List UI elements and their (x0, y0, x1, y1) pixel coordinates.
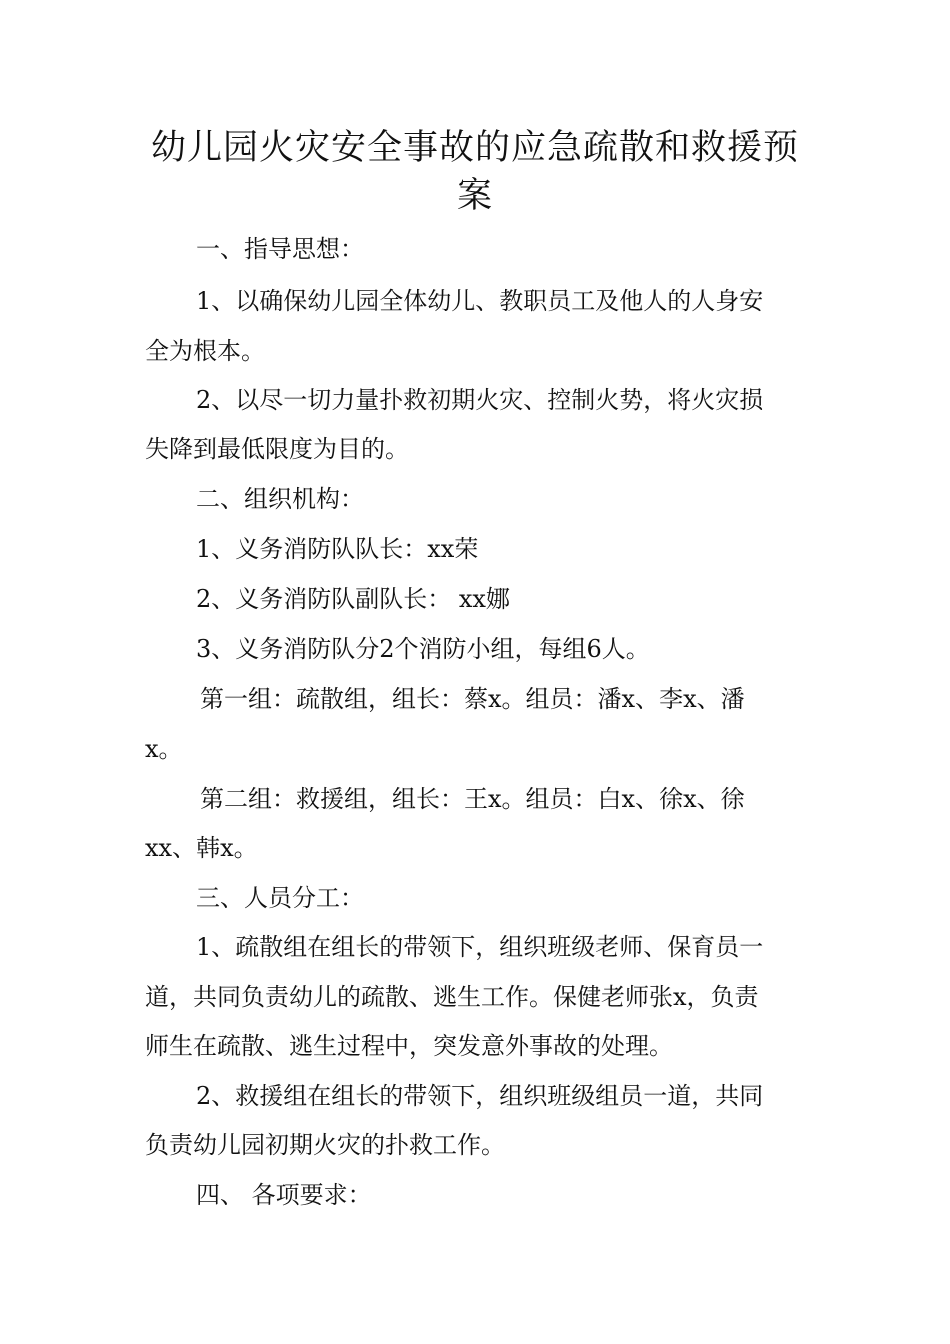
paragraph-line: 1、以确保幼儿园全体幼儿、教职员工及他人的人身安 (196, 287, 764, 315)
paragraph-line: 第一组：疏散组，组长：蔡x。组员：潘x、李x、潘 (200, 685, 745, 713)
paragraph-line: 1、疏散组在组长的带领下，组织班级老师、保育员一 (196, 933, 764, 961)
paragraph-line: 失降到最低限度为目的。 (145, 435, 409, 463)
paragraph-line: 负责幼儿园初期火灾的扑救工作。 (145, 1131, 505, 1159)
paragraph-line: 道，共同负责幼儿的疏散、逃生工作。保健老师张x，负责 (145, 983, 759, 1011)
paragraph-line: 全为根本。 (145, 337, 265, 365)
document-title (145, 124, 805, 220)
paragraph-line: 2、救援组在组长的带领下，组织班级组员一道，共同 (196, 1082, 764, 1110)
paragraph-line: 2、以尽一切力量扑救初期火灾、控制火势，将火灾损 (196, 386, 764, 414)
paragraph-line: 第二组：救援组，组长：王x。组员：白x、徐x、徐 (200, 785, 745, 813)
paragraph-line: x。 (145, 735, 183, 763)
paragraph-line: 师生在疏散、逃生过程中，突发意外事故的处理。 (145, 1032, 673, 1060)
paragraph-line: 2、义务消防队副队长： xx娜 (196, 585, 510, 613)
section-heading-1: 一、指导思想： (196, 235, 364, 263)
title-line-1: 幼儿园火灾安全事故的应急疏散和救援预 (150, 128, 799, 168)
paragraph-line: 3、义务消防队分2个消防小组，每组6人。 (196, 635, 650, 663)
title-line-2: 案 (456, 176, 493, 216)
paragraph-line: xx、韩x。 (145, 834, 258, 862)
section-heading-2: 二、组织机构： (196, 485, 364, 513)
section-heading-3: 三、人员分工： (196, 884, 364, 912)
paragraph-line: 1、义务消防队队长：xx荣 (196, 535, 479, 563)
section-heading-4: 四、 各项要求： (196, 1181, 372, 1209)
